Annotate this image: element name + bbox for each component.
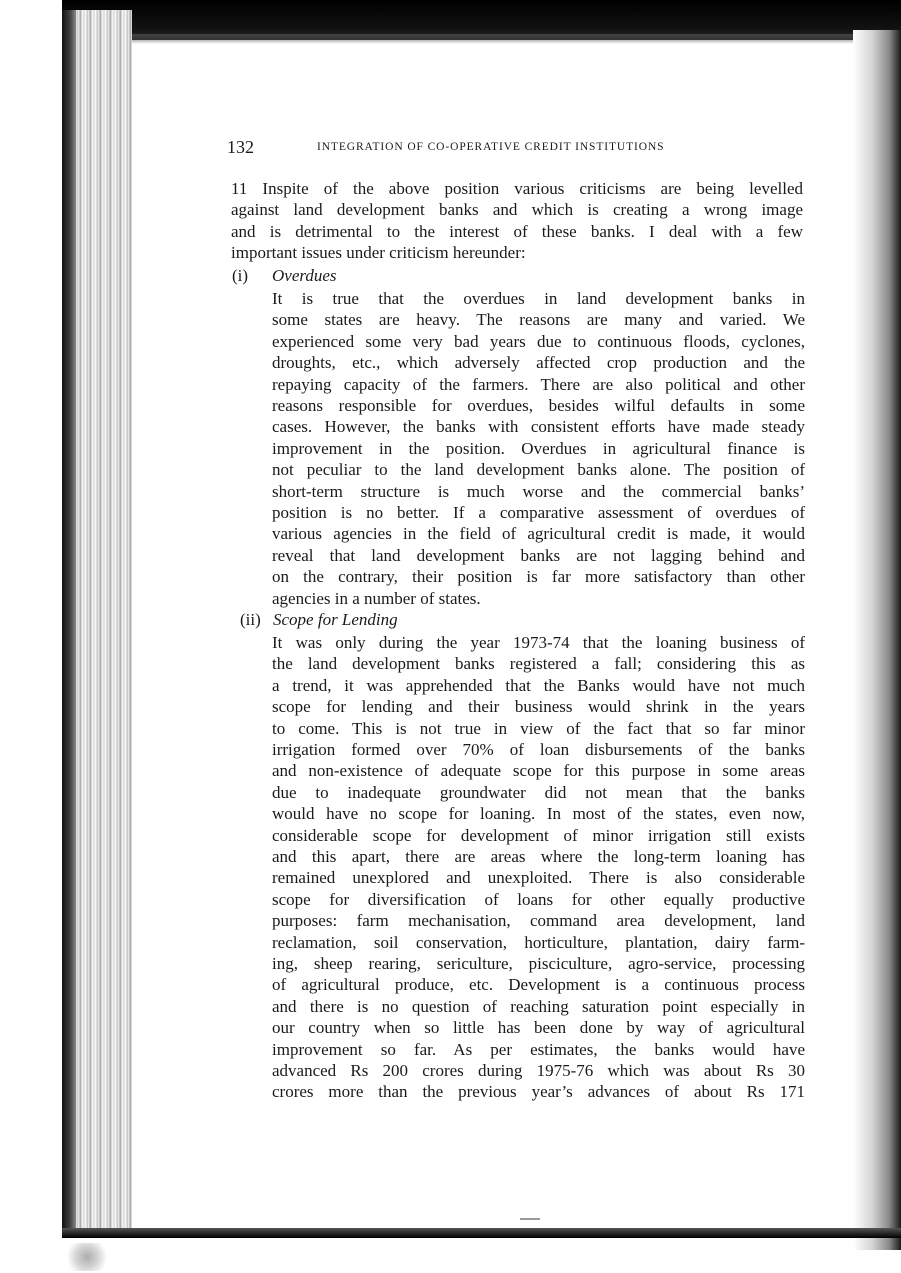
text-line: ing, sheep rearing, sericulture, pisciculture, agro-service, processing: [272, 954, 805, 973]
text-line: and there is no question of reaching saturation point especially in: [272, 996, 805, 1016]
text-line: against land development banks and which is creating a wrong image: [231, 200, 803, 220]
item-body-scope-for-lending: [272, 632, 805, 1104]
page-curl-shadow: [853, 30, 901, 1250]
text-line: not peculiar to the land development banks alone. The position of: [272, 460, 805, 480]
item-body-overdues: [272, 288, 805, 609]
text-line: cases. However, the banks with consistent efforts have made steady: [272, 417, 805, 437]
text-line: It is true that the overdues in land development banks in: [272, 289, 805, 308]
text-line: the land development banks registered a fall; considering this as: [272, 654, 805, 674]
text-line: considerable scope for development of minor irrigation still exists: [272, 825, 805, 845]
text-line: to come. This is not true in view of the fact that so far minor: [272, 718, 805, 738]
text-line: some states are heavy. The reasons are many and varied. We: [272, 310, 805, 330]
running-header: [227, 137, 817, 159]
text-line: crores more than the previous year’s advances of about Rs 171: [272, 1082, 805, 1102]
text-line: reveal that land development banks are not lagging behind and: [272, 545, 805, 565]
item-label: (ii): [240, 610, 261, 629]
item-heading: Scope for Lending: [273, 610, 398, 629]
text-line: position is no better. If a comparative assessment of overdues of: [272, 503, 805, 522]
text-line: various agencies in the field of agricultural credit is made, it would: [272, 524, 805, 544]
text-line: and this apart, there are areas where the long-term loaning has: [272, 847, 805, 866]
text-line: short-term structure is much worse and the commercial banks’: [272, 481, 805, 501]
book-spine-edge: [62, 10, 132, 1235]
text-line: our country when so little has been done by way of agricultural: [272, 1018, 805, 1038]
text-line: and non-existence of adequate scope for this purpose in some areas: [272, 761, 805, 781]
text-line: droughts, etc., which adversely affected crop production and the: [272, 353, 805, 373]
text-line: scope for diversification of loans for other equally productive: [272, 889, 805, 909]
scan-top-shadow: [62, 0, 901, 40]
text-line: purposes: farm mechanisation, command area development, land: [272, 911, 805, 931]
text-line: experienced some very bad years due to continuous floods, cyclones,: [272, 331, 805, 351]
text-line: reasons responsible for overdues, besides wilful defaults in some: [272, 396, 805, 415]
text-line: reclamation, soil conservation, horticulture, plantation, dairy farm-: [272, 932, 805, 952]
text-line: irrigation formed over 70% of loan disbursements of the banks: [272, 740, 805, 759]
text-line: would have no scope for loaning. In most of the states, even now,: [272, 804, 805, 824]
text-line: a trend, it was apprehended that the Banks would have not much: [272, 675, 805, 695]
text-line: repaying capacity of the farmers. There are also political and other: [272, 374, 805, 394]
text-line: on the contrary, their position is far more satisfactory than other: [272, 567, 805, 587]
scan-bottom-shadow: [62, 1228, 901, 1238]
text-line: improvement in the position. Overdues in agricultural finance is: [272, 438, 805, 458]
item-label: (i): [232, 266, 249, 285]
text-line: 11 Inspite of the above position various criticisms are being levelled: [231, 179, 803, 198]
text-line: and is detrimental to the interest of these banks. I deal with a few: [231, 221, 803, 241]
running-title: INTEGRATION OF CO-OPERATIVE CREDIT INSTITUTIONS: [317, 141, 665, 153]
ink-mark: [520, 1210, 540, 1220]
text-line: remained unexplored and unexploited. There is also considerable: [272, 868, 805, 888]
text-line: due to inadequate groundwater did not mean that the banks: [272, 782, 805, 802]
item-heading: Overdues: [272, 266, 337, 285]
text-line: advanced Rs 200 crores during 1975-76 which was about Rs 30: [272, 1061, 805, 1080]
text-line: agencies in a number of states.: [272, 588, 481, 608]
text-line: important issues under criticism hereunder:: [231, 243, 526, 263]
text-line: of agricultural produce, etc. Development is a continuous process: [272, 975, 805, 995]
text-line: scope for lending and their business would shrink in the years: [272, 697, 805, 717]
scan-speck: [62, 1243, 112, 1271]
text-line: improvement so far. As per estimates, the banks would have: [272, 1039, 805, 1059]
page-number: 132: [227, 137, 254, 157]
text-line: It was only during the year 1973-74 that the loaning business of: [272, 633, 805, 652]
